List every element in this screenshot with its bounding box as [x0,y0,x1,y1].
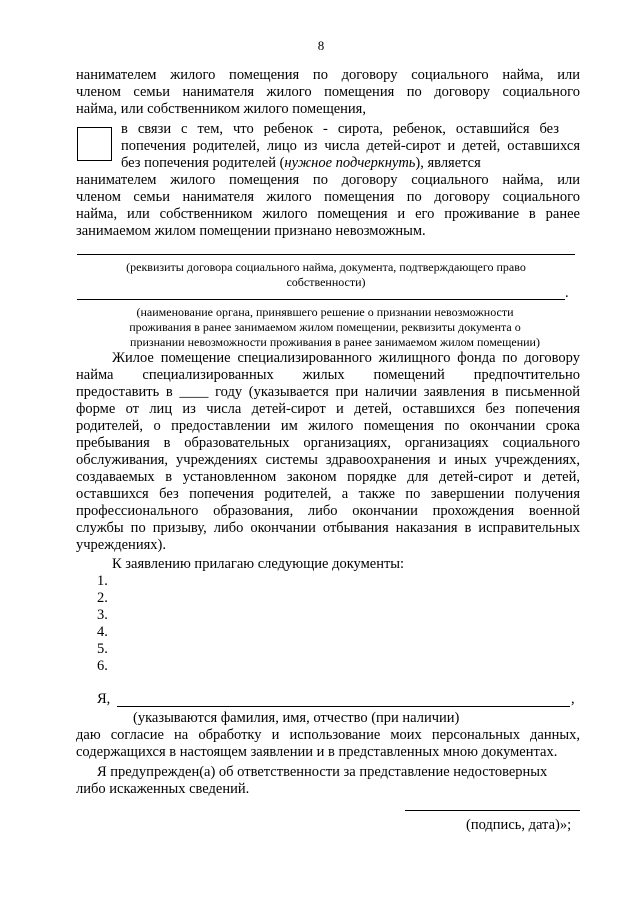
organ-field-line[interactable] [77,299,565,300]
main-para-line: предоставить в ____ году (указывается при наличии заявления в письменной [76,384,580,400]
attachment-item: 1. [97,573,108,589]
signature-field-line[interactable] [405,810,580,811]
main-para-line: Жилое помещение специализированного жилищного фонда по договору [112,350,580,366]
para2-line3-text: без попечения родителей (нужное подчеркнуть), является [121,155,481,171]
attachment-item: 2. [97,590,108,606]
underline-hint: нужное подчеркнуть [284,155,416,171]
fio-field-line[interactable] [117,706,570,707]
attachment-item: 6. [97,658,108,674]
main-para-line: форме от лиц из числа детей-сирот и детей, оставшихся без попечения [76,401,580,417]
para2-line: членом семьи нанимателя жилого помещения по договору социального [76,189,580,205]
organ-caption: признании невозможности проживания в ранее занимаемом жилом помещении) [130,335,540,349]
warning-line: Я предупрежден(а) об ответственности за представление недостоверных [97,764,548,780]
attachments-intro: К заявлению прилагаю следующие документы: [112,556,405,572]
requisites-field-line[interactable] [77,254,575,255]
ya-label: Я, [97,691,111,707]
para1-line: членом семьи нанимателя жилого помещения по договору социального [76,84,580,100]
page-number: 8 [317,38,325,53]
main-para-line: оставшихся без попечения родителей, а также по завершении получения [76,486,580,502]
requisites-caption: собственности) [286,275,366,289]
checkbox-square[interactable] [77,127,112,161]
fio-line-comma: , [571,691,575,707]
para2-line: занимаемом жилом помещении признано невозможным. [76,223,426,239]
signature-caption: (подпись, дата)»; [466,817,572,833]
para2-line: в связи с тем, что ребенок - сирота, ребенок, оставшийся без [121,121,559,137]
warning-line: либо искаженных сведений. [76,781,250,797]
main-para-line: службы по призыву, либо окончании отбывания наказания в исправительных [76,520,580,536]
requisites-caption: (реквизиты договора социального найма, документа, подтверждающего право [126,260,526,274]
main-para-line: обслуживания, учреждениях системы здравоохранения и иных учреждениях, [76,452,580,468]
para1-line: найма, или собственником жилого помещения, [76,101,366,117]
para1-line: нанимателем жилого помещения по договору социального найма, или [76,67,580,83]
consent-line: содержащихся в настоящем заявлении и в представленных мною документах. [76,744,558,760]
organ-line-period: . [565,285,569,301]
main-para-line: создаваемых в установленном законом порядке для детей-сирот и детей, [76,469,580,485]
organ-caption: (наименование органа, принявшего решение о признании невозможности [136,305,514,319]
attachment-item: 3. [97,607,108,623]
para2-line: найма, или собственником жилого помещения и его проживание в ранее [76,206,580,222]
main-para-line: найма специализированных жилых помещений предпочтительно [76,367,580,383]
para2-line: нанимателем жилого помещения по договору социального найма, или [76,172,580,188]
para2-line-3 [121,155,580,172]
main-para-line: пребывания в образовательных организациях, организациях социального [76,435,580,451]
para2-line: попечения родителей, лицо из числа детей-сирот и детей, оставшихся [121,138,580,154]
organ-caption: проживания в ранее занимаемом жилом помещении, реквизиты документа о [129,320,521,334]
main-para-line: родителей, о предоставлении им жилого помещения по окончании срока [76,418,580,434]
main-para-line: учреждениях). [76,537,166,553]
consent-line: даю согласие на обработку и использование моих персональных данных, [76,727,580,743]
attachment-item: 5. [97,641,108,657]
fio-caption: (указываются фамилия, имя, отчество (при наличии) [133,710,460,726]
attachment-item: 4. [97,624,108,640]
main-para-line: профессионального образования, либо окончании прохождения военной [76,503,580,519]
